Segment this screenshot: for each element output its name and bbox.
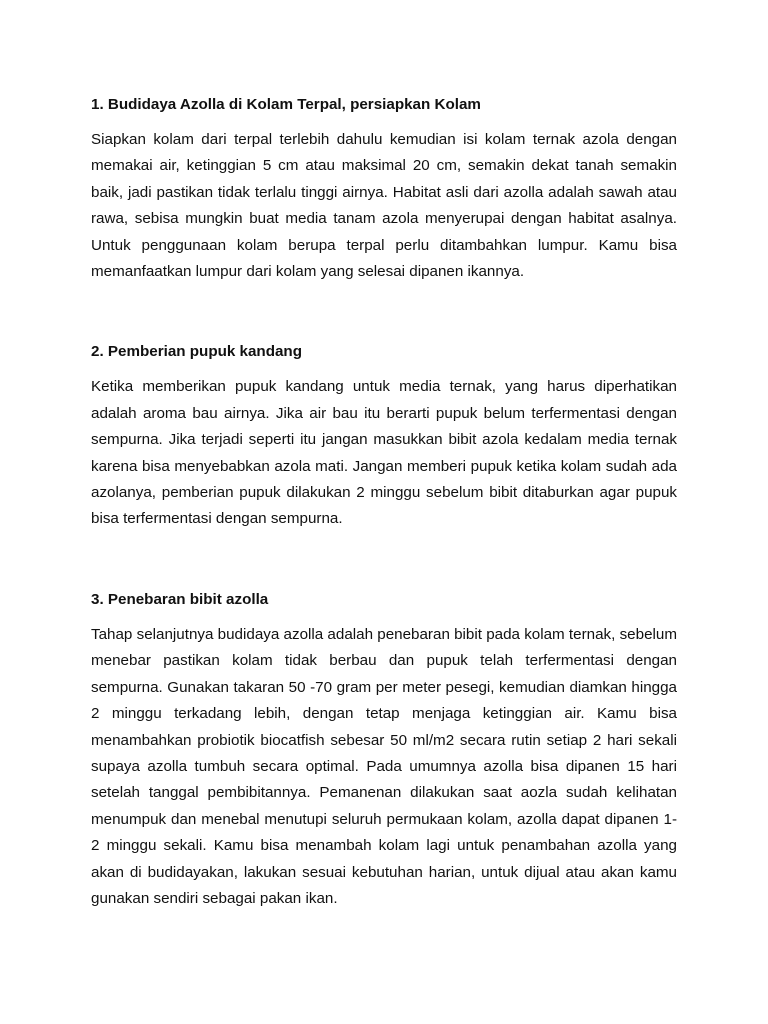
section-2 bbox=[91, 339, 677, 532]
section-heading: 1. Budidaya Azolla di Kolam Terpal, persiapkan Kolam bbox=[91, 96, 481, 113]
section-3 bbox=[91, 587, 677, 912]
section-1 bbox=[91, 92, 677, 285]
section-heading: 2. Pemberian pupuk kandang bbox=[91, 343, 302, 361]
document-content bbox=[91, 92, 677, 966]
section-heading: 3. Penebaran bibit azolla bbox=[91, 590, 269, 608]
section-paragraph: Siapkan kolam dari terpal terlebih dahulu kemudian isi kolam ternak azola dengan memakai air, ketinggian 5 cm atau maksimal 20 cm, semakin dekat tanah semakin baik, jadi pastikan tidak terlalu tinggi airnya. Habitat asli dari azolla adalah sawah atau rawa, sebisa mungkin buat media tanam azola menyerupai dengan habitat asalnya. Untuk penggunaan kolam berupa terpal perlu ditambahkan lumpur. Kamu bisa memanfaatkan lumpur dari kolam yang selesai dipanen ikannya. bbox=[91, 131, 677, 281]
section-paragraph: Ketika memberikan pupuk kandang untuk media ternak, yang harus diperhatikan adalah aroma bau airnya. Jika air bau itu berarti pupuk belum terfermentasi dengan sempurna. Jika terjadi seperti itu jangan masukkan bibit azola kedalam media ternak karena bisa menyebabkan azola mati. Jangan memberi pupuk ketika kolam sudah ada azolanya, pemberian pupuk dilakukan 2 minggu sebelum bibit ditaburkan agar pupuk bisa terfermentasi dengan sempurna. bbox=[91, 378, 677, 528]
section-paragraph: Tahap selanjutnya budidaya azolla adalah penebaran bibit pada kolam ternak, sebelum menebar pastikan kolam tidak berbau dan pupuk telah terfermentasi dengan sempurna. Gunakan takaran 50 -70 gram per meter pesegi, kemudian diamkan hingga 2 minggu terkadang lebih, dengan tetap menjaga ketinggian air. Kamu bisa menambahkan probiotik biocatfish sebesar 50 ml/m2 secara rutin setiap 2 hari sekali supaya azolla tumbuh secara optimal. Pada umumnya azolla bisa dipanen 15 hari setelah tanggal pembibitannya. Pemanenan dilakukan saat aozla sudah kelihatan menumpuk dan menebal menutupi seluruh permukaan kolam, azolla dapat dipanen 1-2 minggu sekali. Kamu bisa menambah kolam lagi untuk penambahan azolla yang akan di budidayakan, lakukan sesuai kebutuhan harian, untuk dijual atau akan kamu gunakan sendiri sebagai pakan ikan. bbox=[91, 625, 677, 907]
